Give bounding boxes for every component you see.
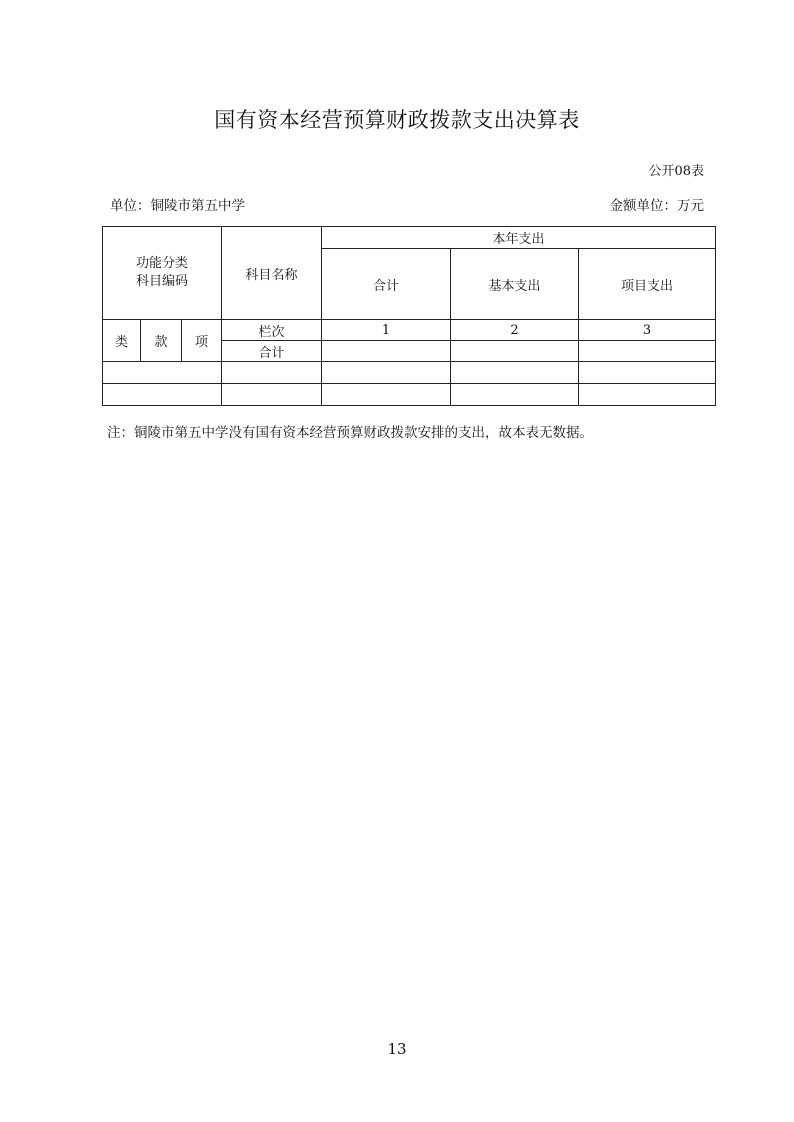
total-header: 合计: [322, 249, 451, 320]
form-code: 公开08表: [648, 164, 704, 179]
xiang-header: 项: [182, 320, 222, 362]
column-index-3: 3: [579, 320, 716, 341]
lei-header: 类: [103, 320, 141, 362]
sum-row-label: 合计: [222, 341, 322, 362]
func-class-line2: 科目编码: [135, 274, 188, 289]
column-index-2: 2: [451, 320, 579, 341]
kuan-header: 款: [141, 320, 182, 362]
column-index-1: 1: [322, 320, 451, 341]
empty-cell: [451, 384, 579, 406]
empty-code-cell: [103, 362, 222, 384]
empty-name-cell: [222, 362, 322, 384]
amount-unit-label: 金额单位：万元: [609, 198, 704, 214]
unit-label: 单位：铜陵市第五中学: [110, 198, 245, 214]
subject-name-header: 科目名称: [222, 227, 322, 320]
project-expense-header: 项目支出: [579, 249, 716, 320]
table-row: [103, 362, 716, 384]
empty-name-cell: [222, 384, 322, 406]
expense-table: [102, 226, 716, 406]
func-class-header: [103, 227, 222, 320]
basic-expense-header: 基本支出: [451, 249, 579, 320]
empty-cell: [451, 362, 579, 384]
column-index-label: 栏次: [222, 320, 322, 341]
empty-code-cell: [103, 384, 222, 406]
empty-cell: [322, 384, 451, 406]
empty-cell: [322, 362, 451, 384]
table-row: [103, 384, 716, 406]
sum-basic-cell: [451, 341, 579, 362]
page-title: 国有资本经营预算财政拨款支出决算表: [214, 108, 580, 132]
sum-total-cell: [322, 341, 451, 362]
sum-project-cell: [579, 341, 716, 362]
current-year-expense-header: 本年支出: [322, 227, 716, 249]
page-number: 13: [387, 1040, 407, 1058]
func-class-line1: 功能分类: [135, 256, 188, 271]
empty-cell: [579, 362, 716, 384]
empty-cell: [579, 384, 716, 406]
table-note: 注：铜陵市第五中学没有国有资本经营预算财政拨款安排的支出，故本表无数据。: [107, 425, 593, 441]
